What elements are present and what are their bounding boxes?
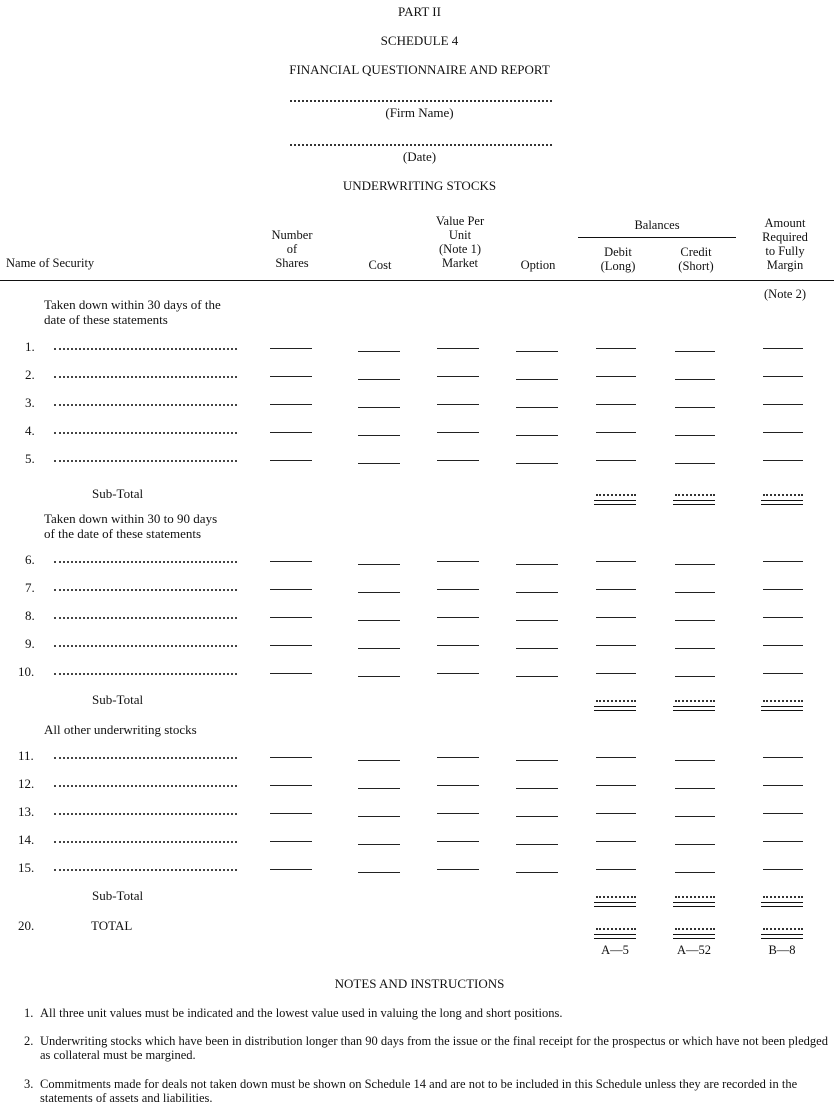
subtotal-margin-field[interactable]	[763, 896, 803, 898]
value-field[interactable]	[437, 376, 479, 377]
option-field[interactable]	[516, 872, 558, 873]
cost-field[interactable]	[358, 676, 400, 677]
shares-field[interactable]	[270, 561, 312, 562]
subtotal-debit-field[interactable]	[596, 494, 636, 496]
credit-field[interactable]	[675, 463, 715, 464]
security-name-field[interactable]	[54, 348, 237, 350]
option-field[interactable]	[516, 379, 558, 380]
credit-field[interactable]	[675, 872, 715, 873]
debit-field[interactable]	[596, 757, 636, 758]
notes-heading: NOTES AND INSTRUCTIONS	[334, 976, 505, 991]
debit-field[interactable]	[596, 348, 636, 349]
subtotal-margin-rule	[761, 706, 803, 711]
debit-field[interactable]	[596, 813, 636, 814]
cost-field[interactable]	[358, 872, 400, 873]
note-1-number: 1.	[24, 1006, 34, 1020]
row-number: 11.	[18, 748, 34, 763]
shares-field[interactable]	[270, 617, 312, 618]
credit-field[interactable]	[675, 844, 715, 845]
row-number: 5.	[25, 451, 35, 466]
option-field[interactable]	[516, 435, 558, 436]
margin-field[interactable]	[763, 561, 803, 562]
shares-field[interactable]	[270, 813, 312, 814]
cost-field[interactable]	[358, 407, 400, 408]
ref-a52: A—52	[676, 943, 712, 957]
debit-field[interactable]	[596, 841, 636, 842]
schedule-label: SCHEDULE 4	[380, 33, 459, 48]
total-credit-field[interactable]	[675, 928, 715, 930]
col-amount-required: Amount Required to Fully Margin	[762, 216, 808, 272]
value-field[interactable]	[437, 561, 479, 562]
cost-field[interactable]	[358, 788, 400, 789]
security-name-field[interactable]	[54, 645, 237, 647]
shares-field[interactable]	[270, 432, 312, 433]
margin-field[interactable]	[763, 645, 803, 646]
shares-field[interactable]	[270, 869, 312, 870]
col-balances: Balances	[634, 218, 680, 232]
value-field[interactable]	[437, 617, 479, 618]
value-field[interactable]	[437, 589, 479, 590]
margin-field[interactable]	[763, 589, 803, 590]
margin-field[interactable]	[763, 432, 803, 433]
row-number: 15.	[18, 860, 35, 875]
security-name-field[interactable]	[54, 404, 237, 406]
row-number: 10.	[18, 664, 35, 679]
security-name-field[interactable]	[54, 673, 237, 675]
margin-field[interactable]	[763, 460, 803, 461]
shares-field[interactable]	[270, 460, 312, 461]
value-field[interactable]	[437, 404, 479, 405]
col-number-of-shares: Number of Shares	[271, 228, 313, 270]
section-title: Taken down within 30 days of the date of these statements	[44, 297, 221, 327]
row-number: 7.	[25, 580, 35, 595]
option-field[interactable]	[516, 463, 558, 464]
option-field[interactable]	[516, 648, 558, 649]
row-number: 14.	[18, 832, 35, 847]
security-name-field[interactable]	[54, 432, 237, 434]
part-label: PART II	[398, 4, 441, 19]
security-name-field[interactable]	[54, 460, 237, 462]
security-name-field[interactable]	[54, 561, 237, 563]
credit-field[interactable]	[675, 592, 715, 593]
cost-field[interactable]	[358, 379, 400, 380]
margin-field[interactable]	[763, 376, 803, 377]
section-title: Taken down within 30 to 90 days of the date of these statements	[44, 511, 218, 541]
schedule-subtitle: UNDERWRITING STOCKS	[342, 178, 497, 193]
shares-field[interactable]	[270, 589, 312, 590]
credit-field[interactable]	[675, 620, 715, 621]
note-3-text: Commitments made for deals not taken down must be shown on Schedule 14 and are not to be included in this Schedule unless they are recorded in the statements of assets and liabilities.	[40, 1077, 798, 1105]
option-field[interactable]	[516, 844, 558, 845]
option-field[interactable]	[516, 816, 558, 817]
margin-field[interactable]	[763, 757, 803, 758]
row-number: 3.	[25, 395, 35, 410]
row-number: 6.	[25, 552, 35, 567]
option-field[interactable]	[516, 788, 558, 789]
subtotal-label: Sub-Total	[92, 888, 144, 903]
ref-b8: B—8	[768, 943, 796, 957]
subtotal-label: Sub-Total	[92, 486, 144, 501]
margin-field[interactable]	[763, 617, 803, 618]
subtotal-credit-field[interactable]	[675, 896, 715, 898]
debit-field[interactable]	[596, 785, 636, 786]
value-field[interactable]	[437, 673, 479, 674]
credit-field[interactable]	[675, 564, 715, 565]
debit-field[interactable]	[596, 673, 636, 674]
row-number: 4.	[25, 423, 35, 438]
security-name-field[interactable]	[54, 869, 237, 871]
margin-field[interactable]	[763, 841, 803, 842]
date-label: (Date)	[402, 149, 437, 164]
subtotal-margin-rule	[761, 902, 803, 907]
firm-name-field[interactable]	[290, 100, 552, 102]
note-2-number: 2.	[24, 1034, 34, 1048]
security-name-field[interactable]	[54, 376, 237, 378]
value-field[interactable]	[437, 869, 479, 870]
credit-field[interactable]	[675, 788, 715, 789]
cost-field[interactable]	[358, 844, 400, 845]
row-number: 1.	[25, 339, 35, 354]
value-field[interactable]	[437, 348, 479, 349]
credit-field[interactable]	[675, 407, 715, 408]
subtotal-debit-rule	[594, 500, 636, 505]
debit-field[interactable]	[596, 460, 636, 461]
option-field[interactable]	[516, 676, 558, 677]
subtotal-debit-rule	[594, 706, 636, 711]
credit-field[interactable]	[675, 351, 715, 352]
debit-field[interactable]	[596, 376, 636, 377]
value-field[interactable]	[437, 813, 479, 814]
security-name-field[interactable]	[54, 785, 237, 787]
option-field[interactable]	[516, 351, 558, 352]
col-name-of-security: Name of Security	[6, 256, 95, 270]
subtotal-debit-rule	[594, 902, 636, 907]
value-field[interactable]	[437, 841, 479, 842]
shares-field[interactable]	[270, 376, 312, 377]
subtotal-credit-rule	[673, 500, 715, 505]
col-value-per-unit: Value Per Unit (Note 1) Market	[435, 214, 485, 270]
note-3-number: 3.	[24, 1077, 34, 1091]
subtotal-margin-rule	[761, 500, 803, 505]
cost-field[interactable]	[358, 760, 400, 761]
col-debit-long: Debit (Long)	[600, 245, 636, 273]
cost-field[interactable]	[358, 816, 400, 817]
margin-field[interactable]	[763, 869, 803, 870]
header-rule	[0, 280, 834, 281]
margin-field[interactable]	[763, 673, 803, 674]
cost-field[interactable]	[358, 592, 400, 593]
shares-field[interactable]	[270, 404, 312, 405]
balances-rule	[578, 237, 736, 238]
subtotal-label: Sub-Total	[92, 692, 144, 707]
cost-field[interactable]	[358, 351, 400, 352]
note-2-label: (Note 2)	[764, 287, 806, 301]
subtotal-credit-rule	[673, 706, 715, 711]
subtotal-margin-field[interactable]	[763, 700, 803, 702]
col-credit-short: Credit (Short)	[678, 245, 714, 273]
value-field[interactable]	[437, 645, 479, 646]
subtotal-margin-field[interactable]	[763, 494, 803, 496]
debit-field[interactable]	[596, 561, 636, 562]
debit-field[interactable]	[596, 869, 636, 870]
option-field[interactable]	[516, 760, 558, 761]
shares-field[interactable]	[270, 645, 312, 646]
security-name-field[interactable]	[54, 813, 237, 815]
col-option: Option	[520, 258, 556, 272]
total-margin-rule	[761, 934, 803, 939]
shares-field[interactable]	[270, 757, 312, 758]
debit-field[interactable]	[596, 432, 636, 433]
debit-field[interactable]	[596, 589, 636, 590]
option-field[interactable]	[516, 407, 558, 408]
subtotal-credit-field[interactable]	[675, 494, 715, 496]
credit-field[interactable]	[675, 760, 715, 761]
margin-field[interactable]	[763, 348, 803, 349]
credit-field[interactable]	[675, 676, 715, 677]
section-title: All other underwriting stocks	[44, 722, 197, 737]
subtotal-credit-field[interactable]	[675, 700, 715, 702]
shares-field[interactable]	[270, 673, 312, 674]
cost-field[interactable]	[358, 463, 400, 464]
subtotal-debit-field[interactable]	[596, 700, 636, 702]
shares-field[interactable]	[270, 841, 312, 842]
value-field[interactable]	[437, 757, 479, 758]
ref-a5: A—5	[601, 943, 629, 957]
security-name-field[interactable]	[54, 589, 237, 591]
total-margin-field[interactable]	[763, 928, 803, 930]
row-number: 13.	[18, 804, 35, 819]
form-title: FINANCIAL QUESTIONNAIRE AND REPORT	[289, 62, 550, 77]
security-name-field[interactable]	[54, 757, 237, 759]
value-field[interactable]	[437, 432, 479, 433]
row-number: 9.	[25, 636, 35, 651]
total-credit-rule	[673, 934, 715, 939]
option-field[interactable]	[516, 592, 558, 593]
debit-field[interactable]	[596, 404, 636, 405]
date-field[interactable]	[290, 144, 552, 146]
security-name-field[interactable]	[54, 617, 237, 619]
note-1-text: All three unit values must be indicated and the lowest value used in valuing the long and short positions.	[40, 1006, 563, 1020]
margin-field[interactable]	[763, 404, 803, 405]
row-number: 2.	[25, 367, 35, 382]
col-cost: Cost	[368, 258, 392, 272]
row-number: 12.	[18, 776, 35, 791]
margin-field[interactable]	[763, 785, 803, 786]
subtotal-credit-rule	[673, 902, 715, 907]
credit-field[interactable]	[675, 379, 715, 380]
credit-field[interactable]	[675, 816, 715, 817]
firm-name-label: (Firm Name)	[385, 105, 454, 120]
credit-field[interactable]	[675, 435, 715, 436]
cost-field[interactable]	[358, 435, 400, 436]
total-debit-rule	[594, 934, 636, 939]
cost-field[interactable]	[358, 564, 400, 565]
cost-field[interactable]	[358, 648, 400, 649]
value-field[interactable]	[437, 460, 479, 461]
shares-field[interactable]	[270, 348, 312, 349]
debit-field[interactable]	[596, 645, 636, 646]
credit-field[interactable]	[675, 648, 715, 649]
total-number: 20.	[18, 918, 35, 933]
option-field[interactable]	[516, 564, 558, 565]
debit-field[interactable]	[596, 617, 636, 618]
note-2-text: Underwriting stocks which have been in distribution longer than 90 days from the issue or the final receipt for the prospectus or which have not been pledged as collateral must be margined.	[40, 1034, 828, 1062]
subtotal-debit-field[interactable]	[596, 896, 636, 898]
cost-field[interactable]	[358, 620, 400, 621]
row-number: 8.	[25, 608, 35, 623]
option-field[interactable]	[516, 620, 558, 621]
total-label: TOTAL	[91, 918, 133, 933]
margin-field[interactable]	[763, 813, 803, 814]
security-name-field[interactable]	[54, 841, 237, 843]
shares-field[interactable]	[270, 785, 312, 786]
total-debit-field[interactable]	[596, 928, 636, 930]
value-field[interactable]	[437, 785, 479, 786]
